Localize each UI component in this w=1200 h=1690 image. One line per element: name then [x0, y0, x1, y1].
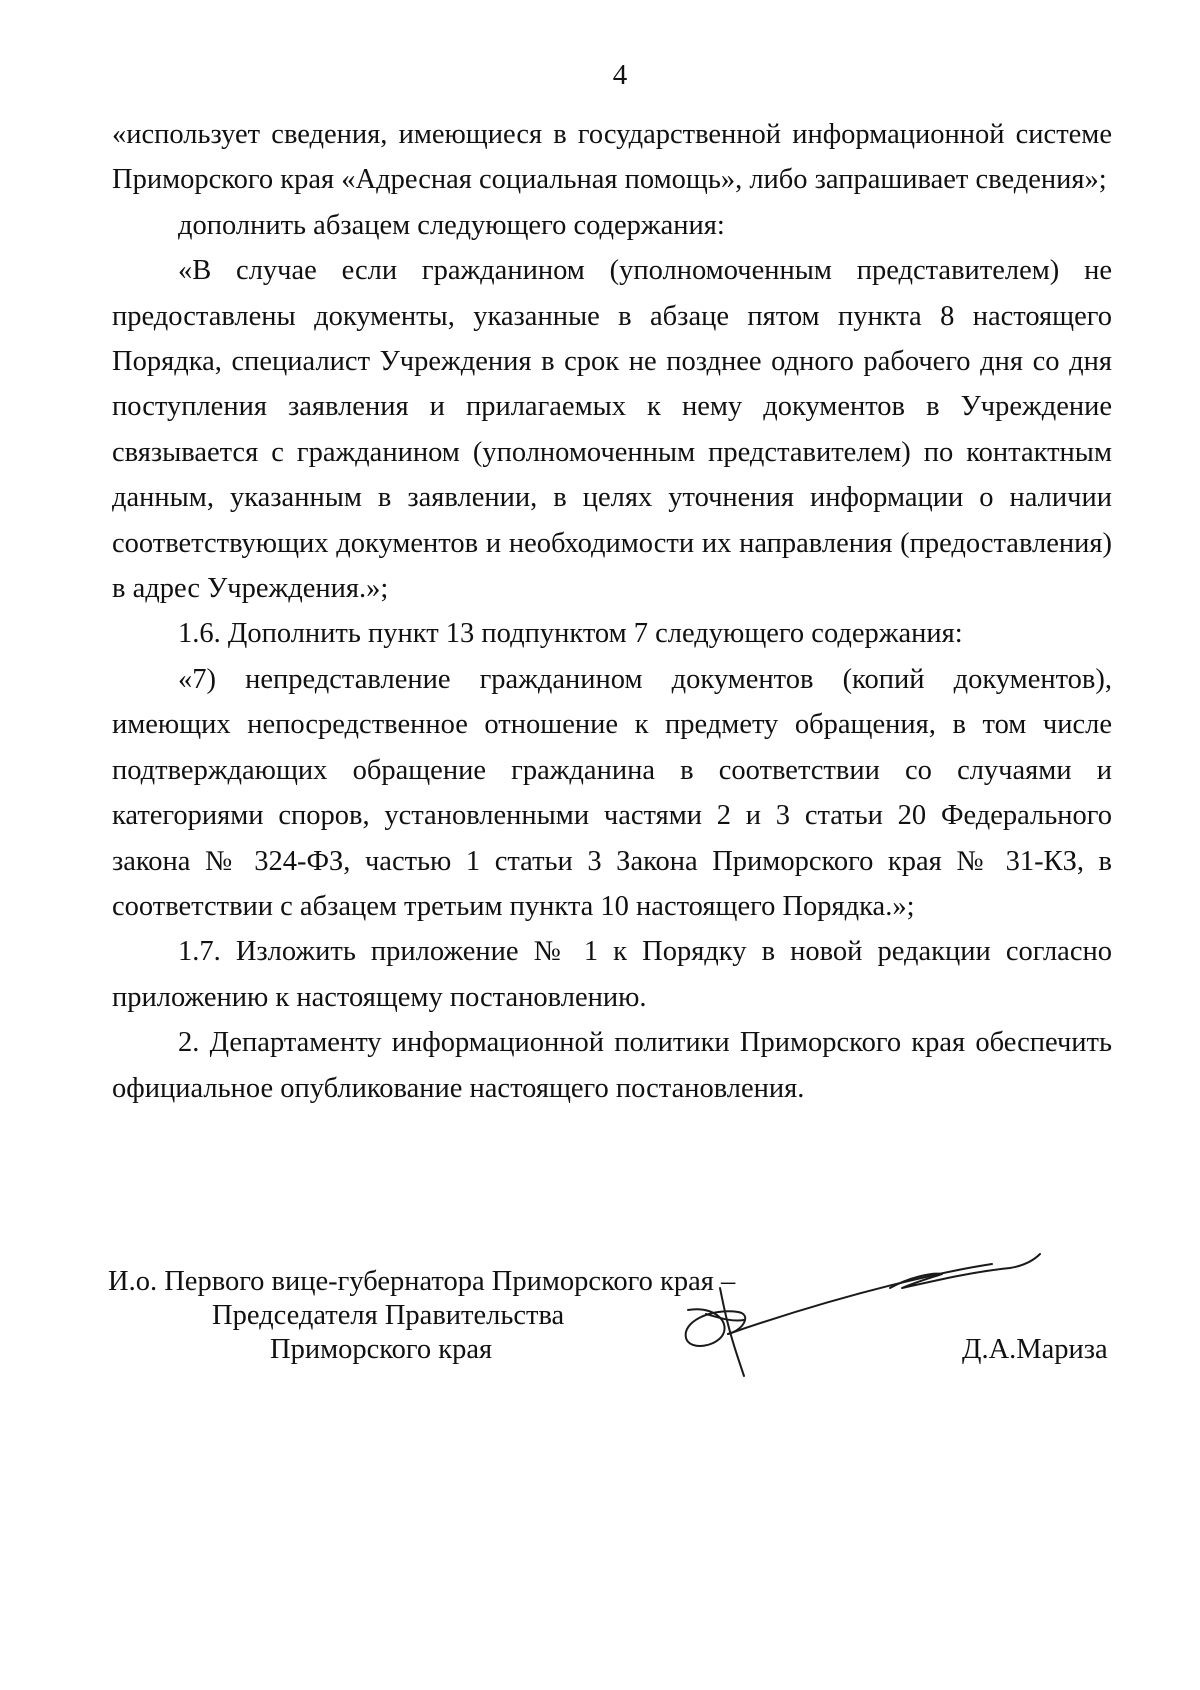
handwritten-signature — [680, 1248, 1070, 1388]
paragraph: «В случае если гражданином (уполномоченным представителем) не предоставлены документы, указанные в абзаце пятом пункта 8 настоящего Порядка, специалист Учреждения в срок не позднее одного рабочего дня со дня поступления заявления и прилагаемых к нему документов в Учреждение связывается с гражданином (уполномоченным представителем) по контактным данным, указанным в заявлении, в целях уточнения информации о наличии соответствующих документов и необходимости их направления (предоставления) в адрес Учреждения.»; — [112, 255, 1112, 605]
document-body — [112, 112, 1112, 1111]
paragraph: 1.6. Дополнить пункт 13 подпунктом 7 следующего содержания: — [178, 618, 963, 650]
signatory-title — [108, 1265, 735, 1367]
paragraph: 1.7. Изложить приложение № 1 к Порядку в новой редакции согласно приложению к настоящему постановлению. — [112, 936, 1112, 1013]
signer-name: Д.А.Мариза — [962, 1334, 1108, 1365]
page-number: 4 — [612, 59, 628, 91]
paragraph: «7) непредставление гражданином документов (копий документов), имеющих непосредственное отношение к предмету обращения, в том числе подтверждающих обращение гражданина в соответствии со случаями и категориями споров, установленными частями 2 и 3 статьи 20 Федерального закона № 324-ФЗ, частью 1 статьи 3 Закона Приморского края № 31-КЗ, в соответствии с абзацем третьим пункта 10 настоящего Порядка.»; — [112, 663, 1112, 922]
signatory-title-line: Председателя Правительства — [212, 1300, 565, 1331]
signatory-title-line: Приморского края — [270, 1334, 493, 1365]
paragraph: дополнить абзацем следующего содержания: — [178, 209, 725, 241]
paragraph: 2. Департаменту информационной политики Приморского края обеспечить официальное опубликование настоящего постановления. — [112, 1027, 1112, 1104]
paragraph: «использует сведения, имеющиеся в государственной информационной системе Приморского края «Адресная социальная помощь», либо запрашивает сведения»; — [112, 119, 1112, 196]
signatory-title-line: И.о. Первого вице-губернатора Приморского края – — [108, 1266, 736, 1297]
